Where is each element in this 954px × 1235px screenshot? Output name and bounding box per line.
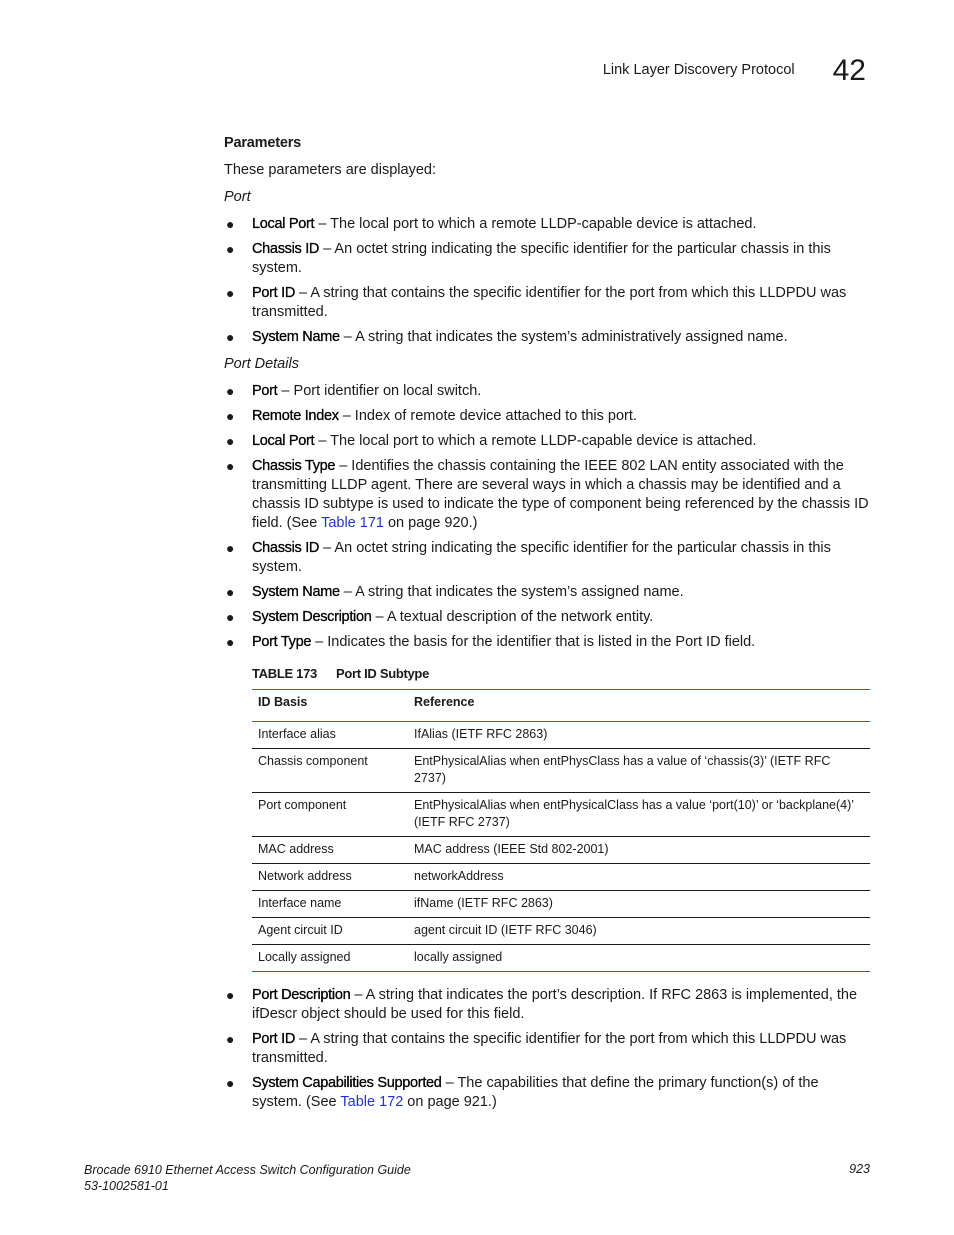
- table-row: [252, 918, 870, 945]
- table-row: [252, 864, 870, 891]
- column-header-reference: Reference: [408, 690, 870, 722]
- bullet-icon: ●: [226, 329, 235, 345]
- list-item: ● Port ID – A string that contains the specific identifier for the port from which this LLDPDU was transmitted.: [226, 285, 847, 320]
- table-row: [252, 945, 870, 972]
- table-171-link[interactable]: Table 171: [321, 515, 384, 531]
- list-item: ● Chassis ID – An octet string indicating the specific identifier for the particular chassis in this system.: [226, 540, 831, 575]
- parameters-intro: These parameters are displayed:: [224, 162, 436, 178]
- bullet-icon: ●: [226, 433, 235, 449]
- port-list: [224, 215, 870, 347]
- bullet-icon: ●: [226, 634, 235, 650]
- table-cell: Network address: [252, 864, 408, 891]
- table-cell: Interface alias: [252, 722, 408, 749]
- chapter-number: 42: [832, 54, 866, 87]
- table-cell: Chassis component: [252, 749, 408, 793]
- doc-title: Brocade 6910 Ethernet Access Switch Configuration Guide: [84, 1163, 411, 1177]
- bullet-icon: ●: [226, 383, 235, 399]
- bullet-icon: ●: [226, 285, 235, 301]
- table-cell: ifName (IETF RFC 2863): [408, 891, 870, 918]
- port-subheading: Port: [224, 189, 251, 205]
- port-details-subheading: Port Details: [224, 356, 299, 372]
- table-172-link[interactable]: Table 172: [340, 1094, 404, 1110]
- list-item: ● Port ID – A string that contains the specific identifier for the port from which this LLDPDU was transmitted.: [226, 1031, 847, 1066]
- list-item: ● Port – Port identifier on local switch.: [226, 383, 482, 399]
- table-cell: EntPhysicalAlias when entPhysicalClass has a value ‘port(10)’ or ‘backplane(4)’ (IETF RFC 2737): [408, 793, 870, 837]
- bullet-icon: ●: [226, 408, 235, 424]
- table-header-row: [252, 690, 870, 722]
- bullet-icon: ●: [226, 540, 235, 556]
- table-label: TABLE 173: [252, 666, 317, 681]
- list-item: ● Remote Index – Index of remote device attached to this port.: [226, 408, 637, 424]
- bullet-icon: ●: [226, 216, 235, 232]
- table-cell: MAC address (IEEE Std 802-2001): [408, 837, 870, 864]
- bullet-icon: ●: [226, 987, 235, 1003]
- bullet-icon: ●: [226, 1031, 235, 1047]
- bullet-icon: ●: [226, 584, 235, 600]
- table-cell: locally assigned: [408, 945, 870, 972]
- page-number: 923: [849, 1162, 870, 1176]
- table-row: [252, 891, 870, 918]
- bullet-icon: ●: [226, 1075, 235, 1091]
- list-item: ● Port Type – Indicates the basis for the identifier that is listed in the Port ID field.: [226, 634, 756, 650]
- main-content: [224, 134, 870, 1120]
- port-id-subtype-table: [252, 689, 870, 972]
- table-cell: agent circuit ID (IETF RFC 3046): [408, 918, 870, 945]
- list-item: ● System Capabilities Supported – The capabilities that define the primary function(s) of the system. (See Table 172 on page 921.): [226, 1075, 819, 1110]
- list-item: ● System Name – A string that indicates the system’s administratively assigned name.: [226, 329, 788, 345]
- list-item: ● System Name – A string that indicates the system’s assigned name.: [226, 584, 684, 600]
- table-row: [252, 793, 870, 837]
- section-title: Link Layer Discovery Protocol: [602, 62, 795, 78]
- bullet-icon: ●: [226, 609, 235, 625]
- table-cell: IfAlias (IETF RFC 2863): [408, 722, 870, 749]
- table-row: [252, 837, 870, 864]
- table-row: [252, 722, 870, 749]
- column-header-id-basis: ID Basis: [252, 690, 408, 722]
- port-details-list: [224, 382, 870, 652]
- table-cell: Port component: [252, 793, 408, 837]
- table-title: Port ID Subtype: [336, 666, 430, 681]
- bullet-icon: ●: [226, 241, 235, 257]
- list-item: ● Chassis ID – An octet string indicating the specific identifier for the particular chassis in this system.: [226, 241, 831, 276]
- list-item: ● System Description – A textual description of the network entity.: [226, 609, 654, 625]
- parameters-heading: Parameters: [224, 135, 301, 151]
- table-row: [252, 749, 870, 793]
- page-footer: [84, 1162, 411, 1194]
- list-item: ● Port Description – A string that indicates the port’s description. If RFC 2863 is implemented, the ifDescr object should be used for this field.: [226, 987, 858, 1022]
- page-header: [603, 56, 866, 86]
- table-cell: MAC address: [252, 837, 408, 864]
- doc-number: 53-1002581-01: [84, 1179, 169, 1193]
- table-cell: Agent circuit ID: [252, 918, 408, 945]
- table-cell: EntPhysicalAlias when entPhysClass has a value of ‘chassis(3)’ (IETF RFC 2737): [408, 749, 870, 793]
- table-cell: networkAddress: [408, 864, 870, 891]
- table-cell: Interface name: [252, 891, 408, 918]
- list-item: ● Local Port – The local port to which a remote LLDP-capable device is attached.: [226, 216, 757, 232]
- table-caption: [252, 664, 870, 683]
- list-item: ● Chassis Type – Identifies the chassis containing the IEEE 802 LAN entity associated with the transmitting LLDP agent. There are several ways in which a chassis may be identified and a chassis ID subtype is used to indicate the type of component being referenced by the chassis ID field. (See Table 171 on page 920.): [226, 458, 869, 531]
- table-cell: Locally assigned: [252, 945, 408, 972]
- bullet-icon: ●: [226, 458, 235, 474]
- after-table-list: [224, 986, 870, 1112]
- list-item: ● Local Port – The local port to which a remote LLDP-capable device is attached.: [226, 433, 757, 449]
